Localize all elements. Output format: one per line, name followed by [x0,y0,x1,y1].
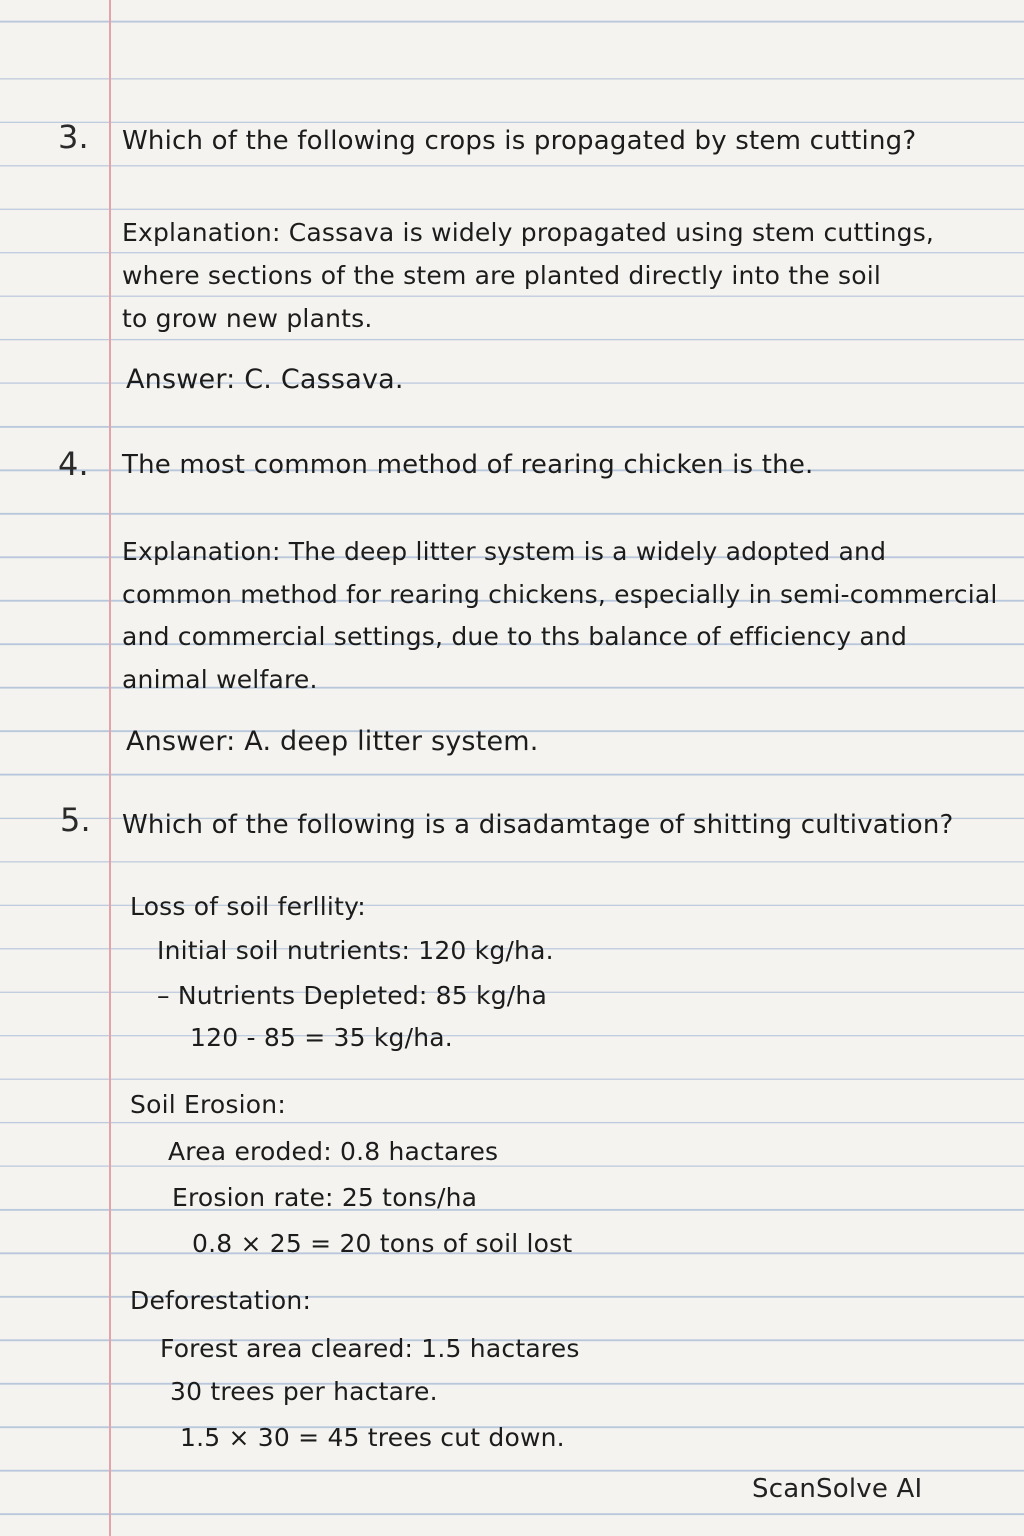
soil-fertility-line-2: – Nutrients Depleted: 85 kg/ha [157,981,547,1010]
question-4-text: The most common method of rearing chicken is the. [122,450,814,480]
margin-line [109,0,111,1536]
question-4-answer: Answer: A. deep litter system. [126,726,539,757]
soil-fertility-line-1: Initial soil nutrients: 120 kg/ha. [157,936,554,965]
section-heading-soil-fertility: Loss of soil ferllity: [130,892,366,921]
question-3-text: Which of the following crops is propagated by stem cutting? [122,126,917,156]
question-3-explanation-line-2: where sections of the stem are planted directly into the soil [122,261,882,290]
soil-fertility-calculation: 120 - 85 = 35 kg/ha. [190,1023,453,1052]
question-4-number: 4. [58,445,89,483]
deforestation-line-2: 30 trees per hactare. [170,1377,438,1406]
question-4-explanation-line-2: common method for rearing chickens, especially in semi-commercial [122,580,998,609]
question-5-number: 5. [60,801,91,839]
question-3-number: 3. [58,118,89,156]
question-4-explanation-line-4: animal welfare. [122,665,318,694]
deforestation-line-1: Forest area cleared: 1.5 hactares [160,1334,580,1363]
question-4-explanation-line-3: and commercial settings, due to ths balance of efficiency and [122,622,908,651]
question-3-answer: Answer: C. Cassava. [126,364,404,395]
soil-erosion-line-2: Erosion rate: 25 tons/ha [172,1183,478,1212]
brand-watermark: ScanSolve AI [752,1474,923,1504]
question-4-explanation-line-1: Explanation: The deep litter system is a widely adopted and [122,537,887,566]
question-5-text: Which of the following is a disadamtage of shitting cultivation? [122,810,954,840]
section-heading-deforestation: Deforestation: [130,1286,312,1315]
deforestation-calculation: 1.5 × 30 = 45 trees cut down. [180,1423,565,1452]
soil-erosion-line-1: Area eroded: 0.8 hactares [168,1137,499,1166]
question-3-explanation-line-1: Explanation: Cassava is widely propagated using stem cuttings, [122,218,935,247]
question-3-explanation-line-3: to grow new plants. [122,304,373,333]
section-heading-soil-erosion: Soil Erosion: [130,1090,286,1119]
soil-erosion-calculation: 0.8 × 25 = 20 tons of soil lost [192,1229,573,1258]
